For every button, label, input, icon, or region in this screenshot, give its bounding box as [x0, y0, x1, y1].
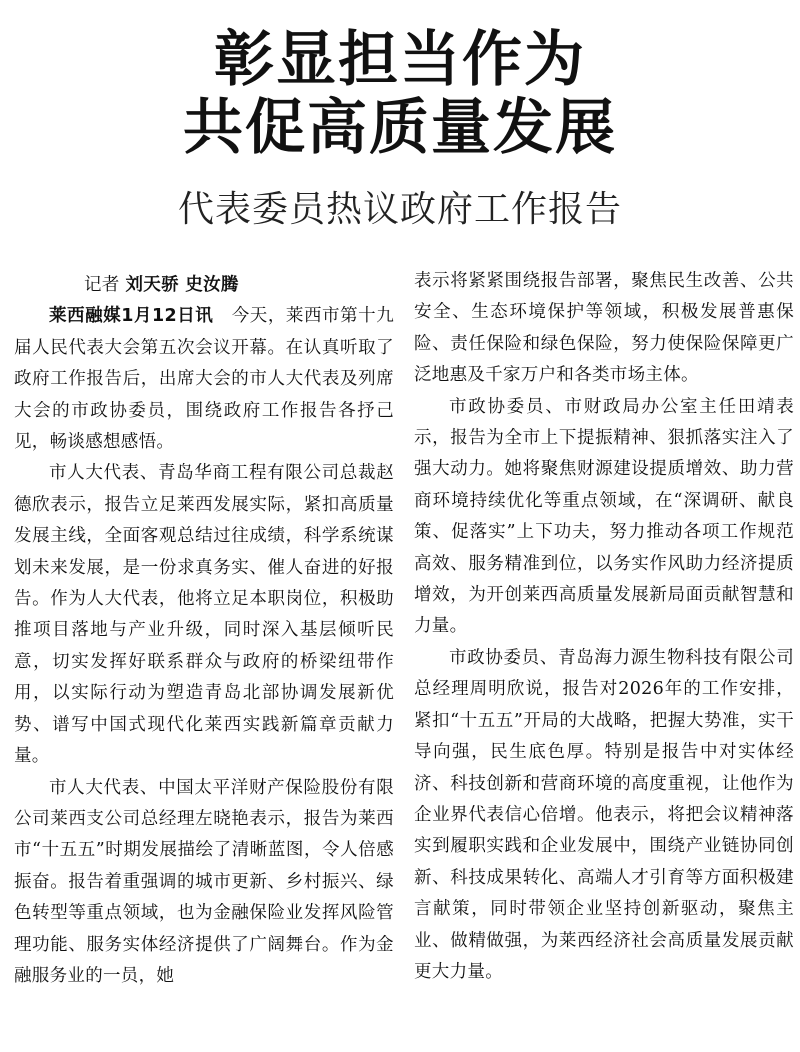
headline-line-2: 共促高质量发展: [183, 93, 617, 163]
paragraph-4: 市政协委员、市财政局办公室主任田靖表示，报告为全市上下提振精神、狠抓落实注入了强大动力。她将聚焦财源建设提质增效、助力营商环境持续优化等重点领域，在“深调研、献良策、促落实”上下功夫，努力推动各项工作规范高效、服务精准到位，以务实作风助力经济提质增效，为开创莱西高质量发展新局面贡献智慧和力量。: [414, 396, 794, 637]
article-column-left: [14, 270, 394, 992]
paragraph-2: 市人大代表、青岛华商工程有限公司总裁赵德欣表示，报告立足莱西发展实际，紧扣高质量发展主线，全面客观总结过往成绩，科学系统谋划未来发展，是一份求真务实、催人奋进的好报告。作为人大代表，他将立足本职岗位，积极助推项目落地与产业升级，同时深入基层倾听民意，切实发挥好联系群众与政府的桥梁纽带作用，以实际行动为塑造青岛北部协调发展新优势、谱写中国式现代化莱西实践新篇章贡献力量。: [14, 463, 394, 767]
byline: [14, 270, 394, 301]
byline-label: 记者: [84, 275, 120, 295]
paragraph-5: 市政协委员、青岛海力源生物科技有限公司总经理周明欣说，报告对2026年的工作安排，紧扣“十五五”开局的大战略，把握大势准，实干导向强，民生底色厚。特别是报告中对实体经济、科技创新和营商环境的高度重视，让他作为企业界代表信心倍增。他表示，将把会议精神落实到履职实践和企业发展中，围绕产业链协同创新、科技成果转化、高端人才引育等方面积极建言献策，同时带领企业坚持创新驱动，聚焦主业、做精做强，为莱西经济社会高质量发展贡献更大力量。: [414, 647, 794, 982]
article-column-right: [414, 266, 794, 988]
paragraph-lead: [14, 301, 394, 458]
byline-names: 刘天骄 史汝腾: [125, 275, 239, 295]
dateline: 莱西融媒1月12日讯: [49, 306, 214, 327]
headline: [0, 26, 800, 162]
headline-line-1: 彰显担当作为: [214, 25, 586, 95]
paragraph-3-part-1: 市人大代表、中国太平洋财产保险股份有限公司莱西支公司总经理左晓艳表示，报告为莱西市“十五五”时期发展描绘了清晰蓝图，令人倍感振奋。报告着重强调的城市更新、乡村振兴、绿色转型等重点领域，也为金融保险业发挥风险管理功能、服务实体经济提供了广阔舞台。作为金融服务业的一员，她: [14, 777, 394, 986]
paragraph-1-text: 今天，莱西市第十九届人民代表大会第五次会议开幕。在认真听取了政府工作报告后，出席大会的市人大代表及列席大会的市政协委员，围绕政府工作报告各抒己见，畅谈感想感悟。: [14, 306, 395, 453]
subtitle: 代表委员热议政府工作报告: [177, 189, 622, 230]
paragraph-3-part-2: 表示将紧紧围绕报告部署，聚焦民生改善、公共安全、生态环境保护等领域，积极发展普惠保险、责任保险和绿色保险，努力使保险保障更广泛地惠及千家万户和各类市场主体。: [414, 271, 794, 386]
